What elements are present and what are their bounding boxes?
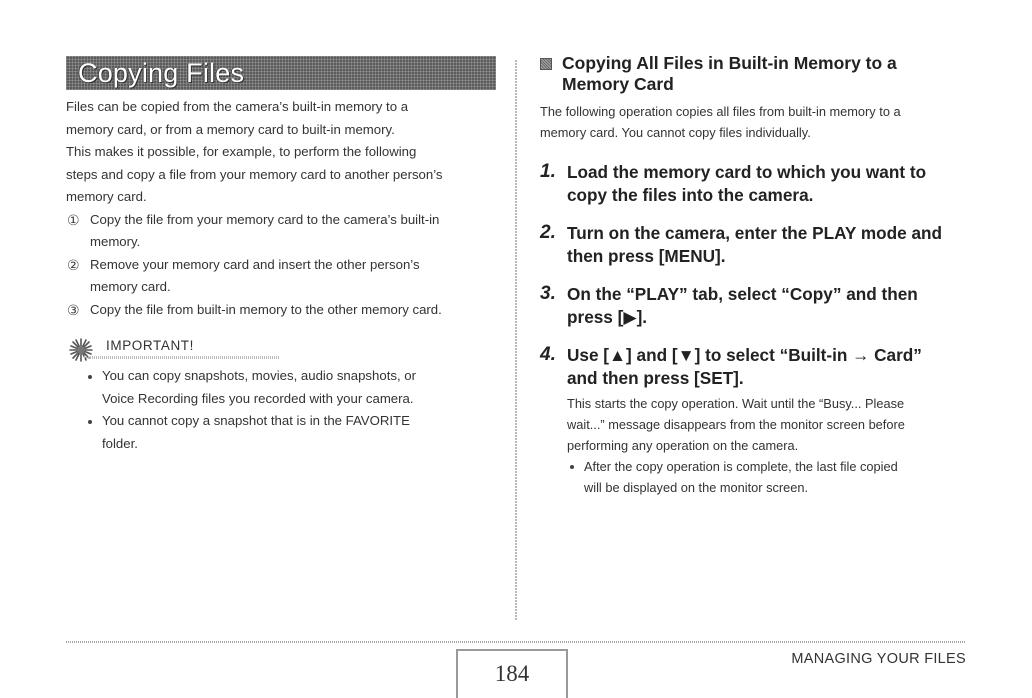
- important-starburst-icon: [66, 337, 96, 363]
- procedure-step: [540, 283, 970, 329]
- note-text-line: You cannot copy a snapshot that is in the FAVORITE: [102, 413, 410, 428]
- footer-rule: [66, 641, 966, 643]
- subsection-heading-line: Memory Card: [562, 74, 674, 94]
- description-line: performing any operation on the camera.: [567, 438, 799, 453]
- step-text-line: memory card.: [90, 279, 171, 294]
- procedure-step: [540, 161, 970, 207]
- subsection-intro: [540, 101, 970, 143]
- example-step-continuation: [66, 276, 496, 299]
- step-text-line: Use [▲] and [▼] to select “Built-in → Card”: [567, 345, 922, 365]
- step-number: 4.: [540, 344, 556, 365]
- example-steps-list: [66, 209, 496, 322]
- example-step-continuation: [66, 231, 496, 254]
- intro-line: memory card.: [66, 189, 147, 204]
- step-text-line: press [▶].: [567, 307, 648, 327]
- example-step: [66, 299, 496, 322]
- important-note: [66, 410, 496, 433]
- bullet-icon: [88, 375, 92, 379]
- important-heading: [66, 335, 496, 365]
- circled-number: ①: [67, 211, 80, 228]
- important-note-continuation: [66, 388, 496, 411]
- step-description: [567, 393, 970, 456]
- square-bullet-icon: [540, 58, 552, 70]
- intro-line: memory card. You cannot copy files individually.: [540, 125, 811, 140]
- intro-line: memory card, or from a memory card to built-in memory.: [66, 121, 395, 137]
- note-text-line: folder.: [102, 435, 138, 451]
- step-notes-list: [567, 456, 970, 498]
- circled-number: ③: [67, 301, 80, 318]
- important-label: IMPORTANT!: [106, 338, 195, 353]
- note-text-line: will be displayed on the monitor screen.: [584, 480, 809, 495]
- important-note: [66, 365, 496, 388]
- bullet-icon: [570, 465, 574, 469]
- step-note: [567, 456, 970, 477]
- intro-line: Files can be copied from the camera’s built-in memory to a: [66, 99, 409, 114]
- step-text-line: copy the files into the camera.: [567, 185, 814, 205]
- section-title: Copying Files: [78, 58, 245, 88]
- step-text-line: and then press [SET].: [567, 368, 744, 388]
- right-column: [540, 53, 970, 498]
- intro-line: This makes it possible, for example, to perform the following: [66, 144, 417, 159]
- step-number: 1.: [540, 161, 556, 182]
- subsection-heading: [540, 53, 970, 95]
- left-column: [66, 56, 496, 455]
- circled-number: ②: [67, 256, 80, 273]
- example-step: [66, 254, 496, 277]
- page-number: 184: [456, 649, 568, 698]
- description-line: wait...” message disappears from the monitor screen before: [567, 417, 905, 432]
- subsection-heading-line: Copying All Files in Built-in Memory to a: [562, 53, 897, 73]
- column-divider: [515, 60, 517, 620]
- chapter-name: MANAGING YOUR FILES: [791, 651, 966, 667]
- important-notes-list: [66, 365, 496, 455]
- note-text-line: After the copy operation is complete, the last file copied: [584, 459, 898, 474]
- step-text-line: Turn on the camera, enter the PLAY mode and: [567, 223, 943, 243]
- bullet-icon: [88, 420, 92, 424]
- note-text-line: You can copy snapshots, movies, audio snapshots, or: [102, 368, 417, 383]
- intro-line: The following operation copies all files from built-in memory to a: [540, 104, 901, 119]
- step-text-line: memory.: [90, 234, 141, 249]
- important-note-continuation: [66, 433, 496, 456]
- step-text-line: then press [MENU].: [567, 246, 726, 266]
- intro-line: steps and copy a file from your memory card to another person’s: [66, 166, 443, 182]
- step-number: 3.: [540, 283, 556, 304]
- description-line: This starts the copy operation. Wait until the “Busy... Please: [567, 396, 905, 411]
- procedure-step: [540, 344, 970, 390]
- important-underline: [84, 356, 279, 359]
- step-text-line: Load the memory card to which you want to: [567, 162, 927, 182]
- procedure-step: [540, 222, 970, 268]
- example-step: [66, 209, 496, 232]
- step-note-continuation: [567, 477, 970, 498]
- section-title-banner: [66, 56, 496, 90]
- step-text-line: Copy the file from built-in memory to the other memory card.: [90, 301, 442, 317]
- step-number: 2.: [540, 222, 556, 243]
- step-text-line: Copy the file from your memory card to the camera’s built-in: [90, 211, 440, 227]
- note-text-line: Voice Recording files you recorded with your camera.: [102, 390, 414, 406]
- step-text-line: On the “PLAY” tab, select “Copy” and then: [567, 284, 918, 304]
- step-text-line: Remove your memory card and insert the other person’s: [90, 256, 420, 272]
